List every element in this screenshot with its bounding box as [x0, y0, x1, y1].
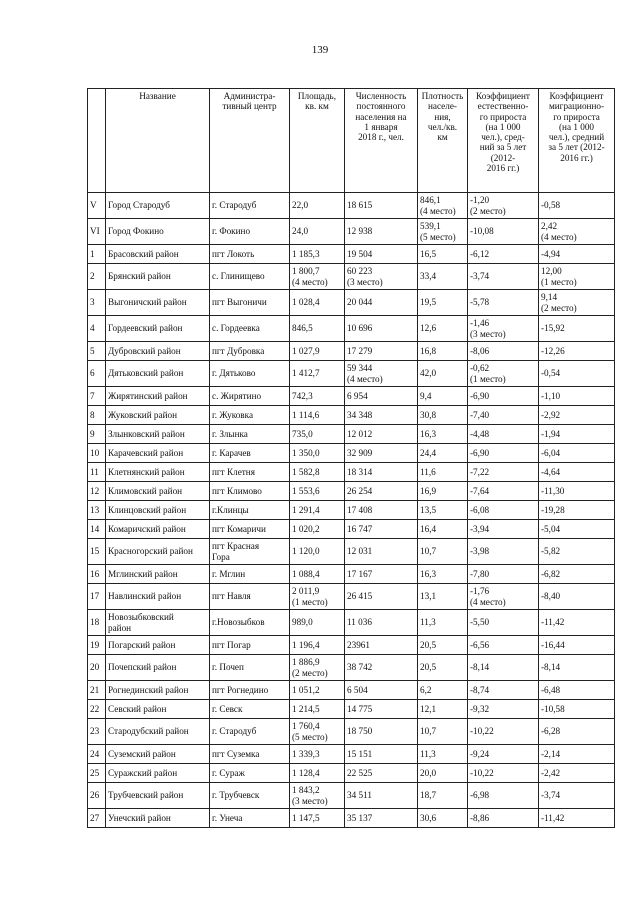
table-row — [88, 783, 615, 809]
table-row — [88, 636, 615, 655]
area-cell: 1 020,2 — [290, 520, 345, 539]
district-name-cell: Комаричский район — [106, 520, 210, 539]
district-name-cell: Город Стародуб — [106, 193, 210, 219]
table-row — [88, 444, 615, 463]
district-name-cell: Погарский район — [106, 636, 210, 655]
row-number-cell: 5 — [88, 342, 106, 361]
density-cell: 16,4 — [418, 520, 468, 539]
population-cell: 20 044 — [345, 290, 418, 316]
migration-growth-cell: -11,42 — [539, 610, 615, 636]
population-cell: 59 344 (4 место) — [345, 361, 418, 387]
district-name-cell: Почепский район — [106, 655, 210, 681]
district-name-cell: Брасовский район — [106, 245, 210, 264]
table-row — [88, 719, 615, 745]
density-cell: 16,3 — [418, 425, 468, 444]
row-number-cell: 8 — [88, 406, 106, 425]
admin-center-cell: г. Унеча — [210, 809, 290, 828]
density-cell: 16,9 — [418, 482, 468, 501]
area-cell: 989,0 — [290, 610, 345, 636]
row-number-cell: 27 — [88, 809, 106, 828]
row-number-cell: 24 — [88, 745, 106, 764]
district-name-cell: Красногорский район — [106, 539, 210, 565]
row-number-cell: 15 — [88, 539, 106, 565]
area-cell: 1 196,4 — [290, 636, 345, 655]
natural-growth-cell: -1,76 (4 место) — [468, 584, 539, 610]
migration-growth-cell: -19,28 — [539, 501, 615, 520]
header-center: Администра- тивный центр — [210, 89, 290, 193]
row-number-cell: 16 — [88, 565, 106, 584]
migration-growth-cell: -5,04 — [539, 520, 615, 539]
population-cell: 6 504 — [345, 681, 418, 700]
district-name-cell: Злынковский район — [106, 425, 210, 444]
district-name-cell: Севский район — [106, 700, 210, 719]
population-cell: 15 151 — [345, 745, 418, 764]
migration-growth-cell: -3,74 — [539, 783, 615, 809]
area-cell: 1 339,3 — [290, 745, 345, 764]
row-number-cell: 1 — [88, 245, 106, 264]
district-name-cell: Климовский район — [106, 482, 210, 501]
table-row — [88, 539, 615, 565]
density-cell: 20,5 — [418, 655, 468, 681]
admin-center-cell: г. Стародуб — [210, 193, 290, 219]
density-cell: 13,1 — [418, 584, 468, 610]
row-number-cell: 10 — [88, 444, 106, 463]
row-number-cell: 3 — [88, 290, 106, 316]
district-name-cell: Город Фокино — [106, 219, 210, 245]
population-cell: 34 348 — [345, 406, 418, 425]
natural-growth-cell: -1,46 (3 место) — [468, 316, 539, 342]
area-cell: 1 553,6 — [290, 482, 345, 501]
table-row — [88, 584, 615, 610]
area-cell: 1 582,8 — [290, 463, 345, 482]
district-name-cell: Брянский район — [106, 264, 210, 290]
admin-center-cell: г.Новозыбков — [210, 610, 290, 636]
migration-growth-cell: -2,14 — [539, 745, 615, 764]
density-cell: 539,1 (5 место) — [418, 219, 468, 245]
admin-center-cell: пгт Выгоничи — [210, 290, 290, 316]
table-row — [88, 655, 615, 681]
table-row — [88, 745, 615, 764]
table-row — [88, 610, 615, 636]
population-cell: 19 504 — [345, 245, 418, 264]
migration-growth-cell: -6,48 — [539, 681, 615, 700]
population-cell: 38 742 — [345, 655, 418, 681]
admin-center-cell: г. Трубчевск — [210, 783, 290, 809]
area-cell: 1 120,0 — [290, 539, 345, 565]
population-cell: 18 615 — [345, 193, 418, 219]
area-cell: 1 185,3 — [290, 245, 345, 264]
district-name-cell: Суражский район — [106, 764, 210, 783]
natural-growth-cell: -3,98 — [468, 539, 539, 565]
migration-growth-cell: 2,42 (4 место) — [539, 219, 615, 245]
natural-growth-cell: -9,24 — [468, 745, 539, 764]
table-row — [88, 290, 615, 316]
header-migration-growth: Коэффициент миграционно- го прироста (на 1 000 чел.), средний за 5 лет (2012- 2016 гг.) — [539, 89, 615, 193]
density-cell: 30,6 — [418, 809, 468, 828]
population-cell: 34 511 — [345, 783, 418, 809]
natural-growth-cell: -10,22 — [468, 719, 539, 745]
page-number: 139 — [311, 44, 329, 56]
table-row — [88, 565, 615, 584]
row-number-cell: 17 — [88, 584, 106, 610]
district-name-cell: Выгоничский район — [106, 290, 210, 316]
admin-center-cell: г. Карачев — [210, 444, 290, 463]
header-population: Численность постоянного населения на 1 января 2018 г., чел. — [345, 89, 418, 193]
natural-growth-cell: -8,14 — [468, 655, 539, 681]
population-cell: 60 223 (3 место) — [345, 264, 418, 290]
density-cell: 13,5 — [418, 501, 468, 520]
row-number-cell: 12 — [88, 482, 106, 501]
population-cell: 12 938 — [345, 219, 418, 245]
population-cell: 12 012 — [345, 425, 418, 444]
admin-center-cell: пгт Погар — [210, 636, 290, 655]
population-cell: 6 954 — [345, 387, 418, 406]
area-cell: 846,5 — [290, 316, 345, 342]
admin-center-cell: г. Почеп — [210, 655, 290, 681]
migration-growth-cell: -10,58 — [539, 700, 615, 719]
population-cell: 17 408 — [345, 501, 418, 520]
table-row — [88, 406, 615, 425]
table-row — [88, 361, 615, 387]
migration-growth-cell: -1,10 — [539, 387, 615, 406]
table-row — [88, 809, 615, 828]
migration-growth-cell: -11,42 — [539, 809, 615, 828]
admin-center-cell: г.Клинцы — [210, 501, 290, 520]
density-cell: 16,8 — [418, 342, 468, 361]
migration-growth-cell: -16,44 — [539, 636, 615, 655]
density-cell: 20,5 — [418, 636, 468, 655]
admin-center-cell: пгт Рогнедино — [210, 681, 290, 700]
density-cell: 42,0 — [418, 361, 468, 387]
area-cell: 1 412,7 — [290, 361, 345, 387]
admin-center-cell: пгт Комаричи — [210, 520, 290, 539]
district-name-cell: Рогнединский район — [106, 681, 210, 700]
row-number-cell: 19 — [88, 636, 106, 655]
district-name-cell: Клинцовский район — [106, 501, 210, 520]
header-row — [88, 89, 615, 193]
natural-growth-cell: -6,90 — [468, 444, 539, 463]
population-cell: 10 696 — [345, 316, 418, 342]
natural-growth-cell: -6,08 — [468, 501, 539, 520]
admin-center-cell: с. Глинищево — [210, 264, 290, 290]
admin-center-cell: с. Гордеевка — [210, 316, 290, 342]
table-row — [88, 342, 615, 361]
migration-growth-cell: 12,00 (1 место) — [539, 264, 615, 290]
natural-growth-cell: -7,64 — [468, 482, 539, 501]
row-number-cell: 25 — [88, 764, 106, 783]
natural-growth-cell: -0,62 (1 место) — [468, 361, 539, 387]
row-number-cell: 7 — [88, 387, 106, 406]
row-number-cell: 23 — [88, 719, 106, 745]
migration-growth-cell: -12,26 — [539, 342, 615, 361]
admin-center-cell: г. Фокино — [210, 219, 290, 245]
population-cell: 18 314 — [345, 463, 418, 482]
migration-growth-cell: -1,94 — [539, 425, 615, 444]
natural-growth-cell: -6,12 — [468, 245, 539, 264]
table-body — [88, 193, 615, 828]
district-name-cell: Трубчевский район — [106, 783, 210, 809]
natural-growth-cell: -9,32 — [468, 700, 539, 719]
migration-growth-cell: -2,92 — [539, 406, 615, 425]
table-row — [88, 700, 615, 719]
natural-growth-cell: -3,94 — [468, 520, 539, 539]
density-cell: 12,6 — [418, 316, 468, 342]
density-cell: 9,4 — [418, 387, 468, 406]
density-cell: 30,8 — [418, 406, 468, 425]
density-cell: 11,3 — [418, 745, 468, 764]
table-row — [88, 764, 615, 783]
natural-growth-cell: -10,08 — [468, 219, 539, 245]
density-cell: 33,4 — [418, 264, 468, 290]
migration-growth-cell: -6,82 — [539, 565, 615, 584]
row-number-cell: 22 — [88, 700, 106, 719]
row-number-cell: V — [88, 193, 106, 219]
table-row — [88, 520, 615, 539]
population-cell: 14 775 — [345, 700, 418, 719]
density-cell: 12,1 — [418, 700, 468, 719]
density-cell: 6,2 — [418, 681, 468, 700]
districts-table — [87, 88, 615, 828]
admin-center-cell: пгт Дубровка — [210, 342, 290, 361]
admin-center-cell: г. Сураж — [210, 764, 290, 783]
table-row — [88, 482, 615, 501]
density-cell: 11,3 — [418, 610, 468, 636]
admin-center-cell: пгт Климово — [210, 482, 290, 501]
admin-center-cell: пгт Навля — [210, 584, 290, 610]
admin-center-cell: пгт Локоть — [210, 245, 290, 264]
row-number-cell: 11 — [88, 463, 106, 482]
row-number-cell: 9 — [88, 425, 106, 444]
row-number-cell: 20 — [88, 655, 106, 681]
migration-growth-cell: -8,40 — [539, 584, 615, 610]
natural-growth-cell: -8,86 — [468, 809, 539, 828]
header-name: Название — [106, 89, 210, 193]
district-name-cell: Унечский район — [106, 809, 210, 828]
population-cell: 16 747 — [345, 520, 418, 539]
district-name-cell: Мглинский район — [106, 565, 210, 584]
row-number-cell: 14 — [88, 520, 106, 539]
admin-center-cell: г. Севск — [210, 700, 290, 719]
area-cell: 2 011,9 (1 место) — [290, 584, 345, 610]
area-cell: 735,0 — [290, 425, 345, 444]
district-name-cell: Жуковский район — [106, 406, 210, 425]
area-cell: 1 051,2 — [290, 681, 345, 700]
natural-growth-cell: -6,90 — [468, 387, 539, 406]
natural-growth-cell: -8,74 — [468, 681, 539, 700]
natural-growth-cell: -6,56 — [468, 636, 539, 655]
density-cell: 20,0 — [418, 764, 468, 783]
natural-growth-cell: -3,74 — [468, 264, 539, 290]
admin-center-cell: г. Мглин — [210, 565, 290, 584]
population-cell: 32 909 — [345, 444, 418, 463]
natural-growth-cell: -5,50 — [468, 610, 539, 636]
district-name-cell: Дятьковский район — [106, 361, 210, 387]
row-number-cell: 2 — [88, 264, 106, 290]
table-row — [88, 245, 615, 264]
admin-center-cell: с. Жирятино — [210, 387, 290, 406]
admin-center-cell: г. Злынка — [210, 425, 290, 444]
migration-growth-cell: -5,82 — [539, 539, 615, 565]
area-cell: 1 350,0 — [290, 444, 345, 463]
natural-growth-cell: -7,40 — [468, 406, 539, 425]
table-row — [88, 681, 615, 700]
table-row — [88, 193, 615, 219]
population-cell: 17 279 — [345, 342, 418, 361]
area-cell: 1 027,9 — [290, 342, 345, 361]
area-cell: 24,0 — [290, 219, 345, 245]
natural-growth-cell: -8,06 — [468, 342, 539, 361]
migration-growth-cell: -2,42 — [539, 764, 615, 783]
natural-growth-cell: -7,80 — [468, 565, 539, 584]
district-name-cell: Стародубский район — [106, 719, 210, 745]
natural-growth-cell: -10,22 — [468, 764, 539, 783]
area-cell: 1 291,4 — [290, 501, 345, 520]
district-name-cell: Суземский район — [106, 745, 210, 764]
migration-growth-cell: -0,58 — [539, 193, 615, 219]
district-name-cell: Клетнянский район — [106, 463, 210, 482]
area-cell: 1 800,7 (4 место) — [290, 264, 345, 290]
table-row — [88, 316, 615, 342]
density-cell: 10,7 — [418, 719, 468, 745]
area-cell: 1 147,5 — [290, 809, 345, 828]
area-cell: 1 214,5 — [290, 700, 345, 719]
area-cell: 1 128,4 — [290, 764, 345, 783]
density-cell: 24,4 — [418, 444, 468, 463]
area-cell: 22,0 — [290, 193, 345, 219]
area-cell: 1 028,4 — [290, 290, 345, 316]
area-cell: 1 088,4 — [290, 565, 345, 584]
header-area: Площадь, кв. км — [290, 89, 345, 193]
migration-growth-cell: -11,30 — [539, 482, 615, 501]
district-name-cell: Дубровский район — [106, 342, 210, 361]
row-number-cell: 6 — [88, 361, 106, 387]
table-row — [88, 501, 615, 520]
density-cell: 19,5 — [418, 290, 468, 316]
row-number-cell: 26 — [88, 783, 106, 809]
area-cell: 742,3 — [290, 387, 345, 406]
migration-growth-cell: -4,64 — [539, 463, 615, 482]
admin-center-cell: г. Жуковка — [210, 406, 290, 425]
area-cell: 1 114,6 — [290, 406, 345, 425]
population-cell: 26 415 — [345, 584, 418, 610]
density-cell: 16,3 — [418, 565, 468, 584]
row-number-cell: 18 — [88, 610, 106, 636]
population-cell: 12 031 — [345, 539, 418, 565]
district-name-cell: Новозыбковский район — [106, 610, 210, 636]
population-cell: 26 254 — [345, 482, 418, 501]
district-name-cell: Навлинский район — [106, 584, 210, 610]
admin-center-cell: г. Стародуб — [210, 719, 290, 745]
migration-growth-cell: 9,14 (2 место) — [539, 290, 615, 316]
density-cell: 11,6 — [418, 463, 468, 482]
population-cell: 18 750 — [345, 719, 418, 745]
natural-growth-cell: -7,22 — [468, 463, 539, 482]
header-density: Плотность населе- ния, чел./кв. км — [418, 89, 468, 193]
area-cell: 1 843,2 (3 место) — [290, 783, 345, 809]
row-number-cell: 13 — [88, 501, 106, 520]
migration-growth-cell: -8,14 — [539, 655, 615, 681]
header-num — [88, 89, 106, 193]
population-cell: 23961 — [345, 636, 418, 655]
population-cell: 17 167 — [345, 565, 418, 584]
migration-growth-cell: -0,54 — [539, 361, 615, 387]
migration-growth-cell: -15,92 — [539, 316, 615, 342]
area-cell: 1 760,4 (5 место) — [290, 719, 345, 745]
admin-center-cell: пгт Суземка — [210, 745, 290, 764]
admin-center-cell: пгт Клетня — [210, 463, 290, 482]
migration-growth-cell: -6,28 — [539, 719, 615, 745]
table-row — [88, 425, 615, 444]
density-cell: 846,1 (4 место) — [418, 193, 468, 219]
district-name-cell: Карачевский район — [106, 444, 210, 463]
admin-center-cell: пгт Красная Гора — [210, 539, 290, 565]
row-number-cell: VI — [88, 219, 106, 245]
migration-growth-cell: -4,94 — [539, 245, 615, 264]
density-cell: 16,5 — [418, 245, 468, 264]
density-cell: 10,7 — [418, 539, 468, 565]
admin-center-cell: г. Дятьково — [210, 361, 290, 387]
table-row — [88, 387, 615, 406]
row-number-cell: 21 — [88, 681, 106, 700]
header-natural-growth: Коэффициент естественно- го прироста (на 1 000 чел.), сред- ний за 5 лет (2012- 2016 гг.) — [468, 89, 539, 193]
natural-growth-cell: -6,98 — [468, 783, 539, 809]
natural-growth-cell: -4,48 — [468, 425, 539, 444]
area-cell: 1 886,9 (2 место) — [290, 655, 345, 681]
population-cell: 35 137 — [345, 809, 418, 828]
population-cell: 22 525 — [345, 764, 418, 783]
district-name-cell: Жирятинский район — [106, 387, 210, 406]
natural-growth-cell: -5,78 — [468, 290, 539, 316]
population-cell: 11 036 — [345, 610, 418, 636]
migration-growth-cell: -6,04 — [539, 444, 615, 463]
row-number-cell: 4 — [88, 316, 106, 342]
natural-growth-cell: -1,20 (2 место) — [468, 193, 539, 219]
table-row — [88, 219, 615, 245]
density-cell: 18,7 — [418, 783, 468, 809]
district-name-cell: Гордеевский район — [106, 316, 210, 342]
table-row — [88, 264, 615, 290]
table-row — [88, 463, 615, 482]
